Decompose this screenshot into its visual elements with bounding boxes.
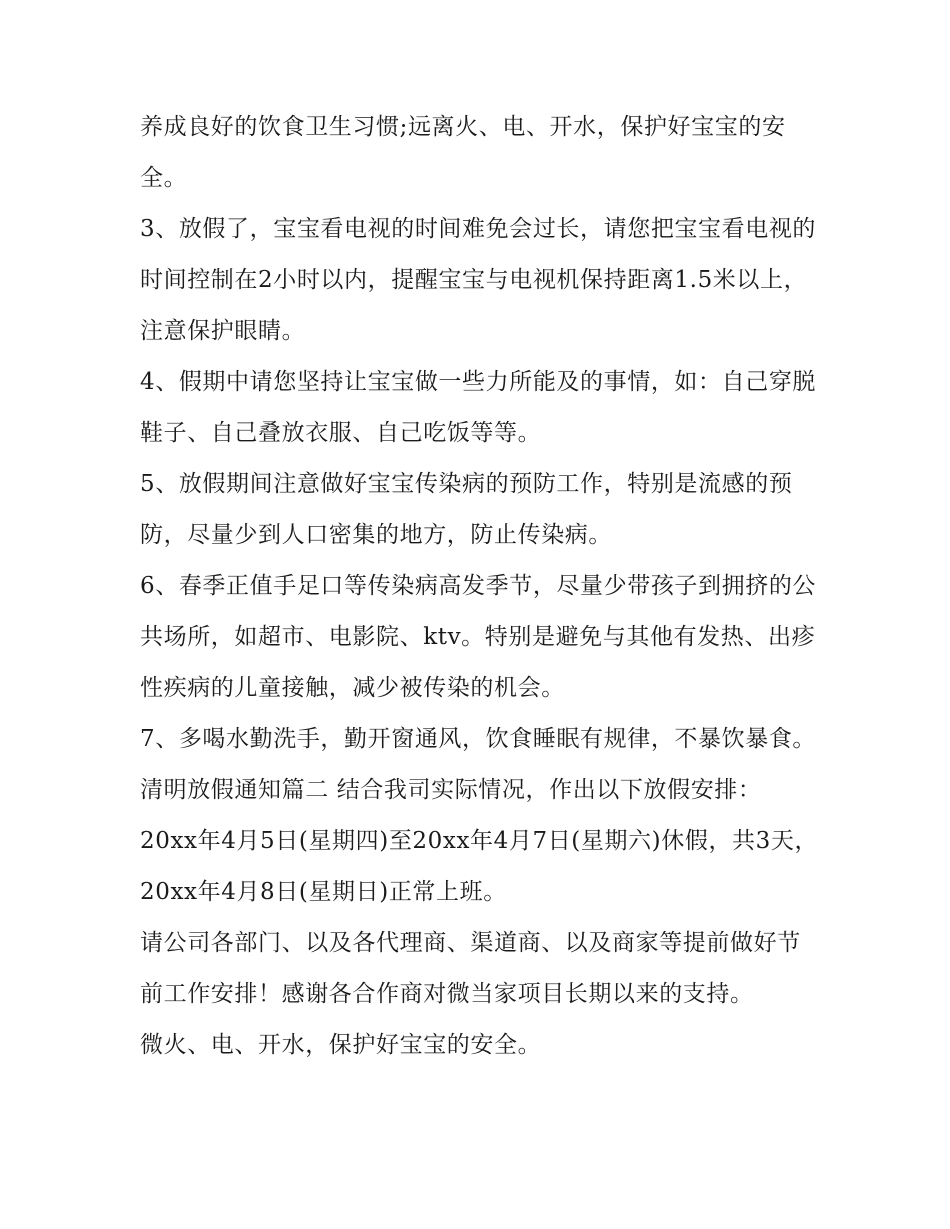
paragraph-continuation: 养成良好的饮食卫生习惯;远离火、电、开水，保护好宝宝的安全。 — [140, 114, 786, 191]
paragraph-notice: 请公司各部门、以及各代理商、渠道商、以及商家等提前做好节前工作安排！感谢各合作商对微当家项目长期以来的支持。 — [140, 930, 801, 1007]
paragraph-item-5: 5、放假期间注意做好宝宝传染病的预防工作，特别是流感的预防，尽量少到人口密集的地方，防止传染病。 — [140, 471, 793, 548]
paragraph-item-3: 3、放假了，宝宝看电视的时间难免会过长，请您把宝宝看电视的时间控制在2小时以内，提醒宝宝与电视机保持距离1.5米以上，注意保护眼睛。 — [140, 216, 817, 344]
paragraph-item-7: 7、多喝水勤洗手，勤开窗通风，饮食睡眠有规律，不暴饮暴食。 清明放假通知篇二 结合我司实际情况，作出以下放假安排： — [140, 726, 817, 803]
document-body — [140, 102, 820, 1071]
paragraph-holiday-dates: 20xx年4月5日(星期四)至20xx年4月7日(星期六)休假，共3天，20xx年4月8日(星期日)正常上班。 — [140, 828, 819, 905]
paragraph-item-4: 4、假期中请您坚持让宝宝做一些力所能及的事情，如：自己穿脱鞋子、自己叠放衣服、自己吃饭等等。 — [140, 369, 817, 446]
paragraph-item-6: 6、春季正值手足口等传染病高发季节，尽量少带孩子到拥挤的公共场所，如超市、电影院、ktv。特别是避免与其他有发热、出疹性疾病的儿童接触，减少被传染的机会。 — [140, 573, 817, 701]
paragraph-closing: 微火、电、开水，保护好宝宝的安全。 — [140, 1032, 542, 1058]
